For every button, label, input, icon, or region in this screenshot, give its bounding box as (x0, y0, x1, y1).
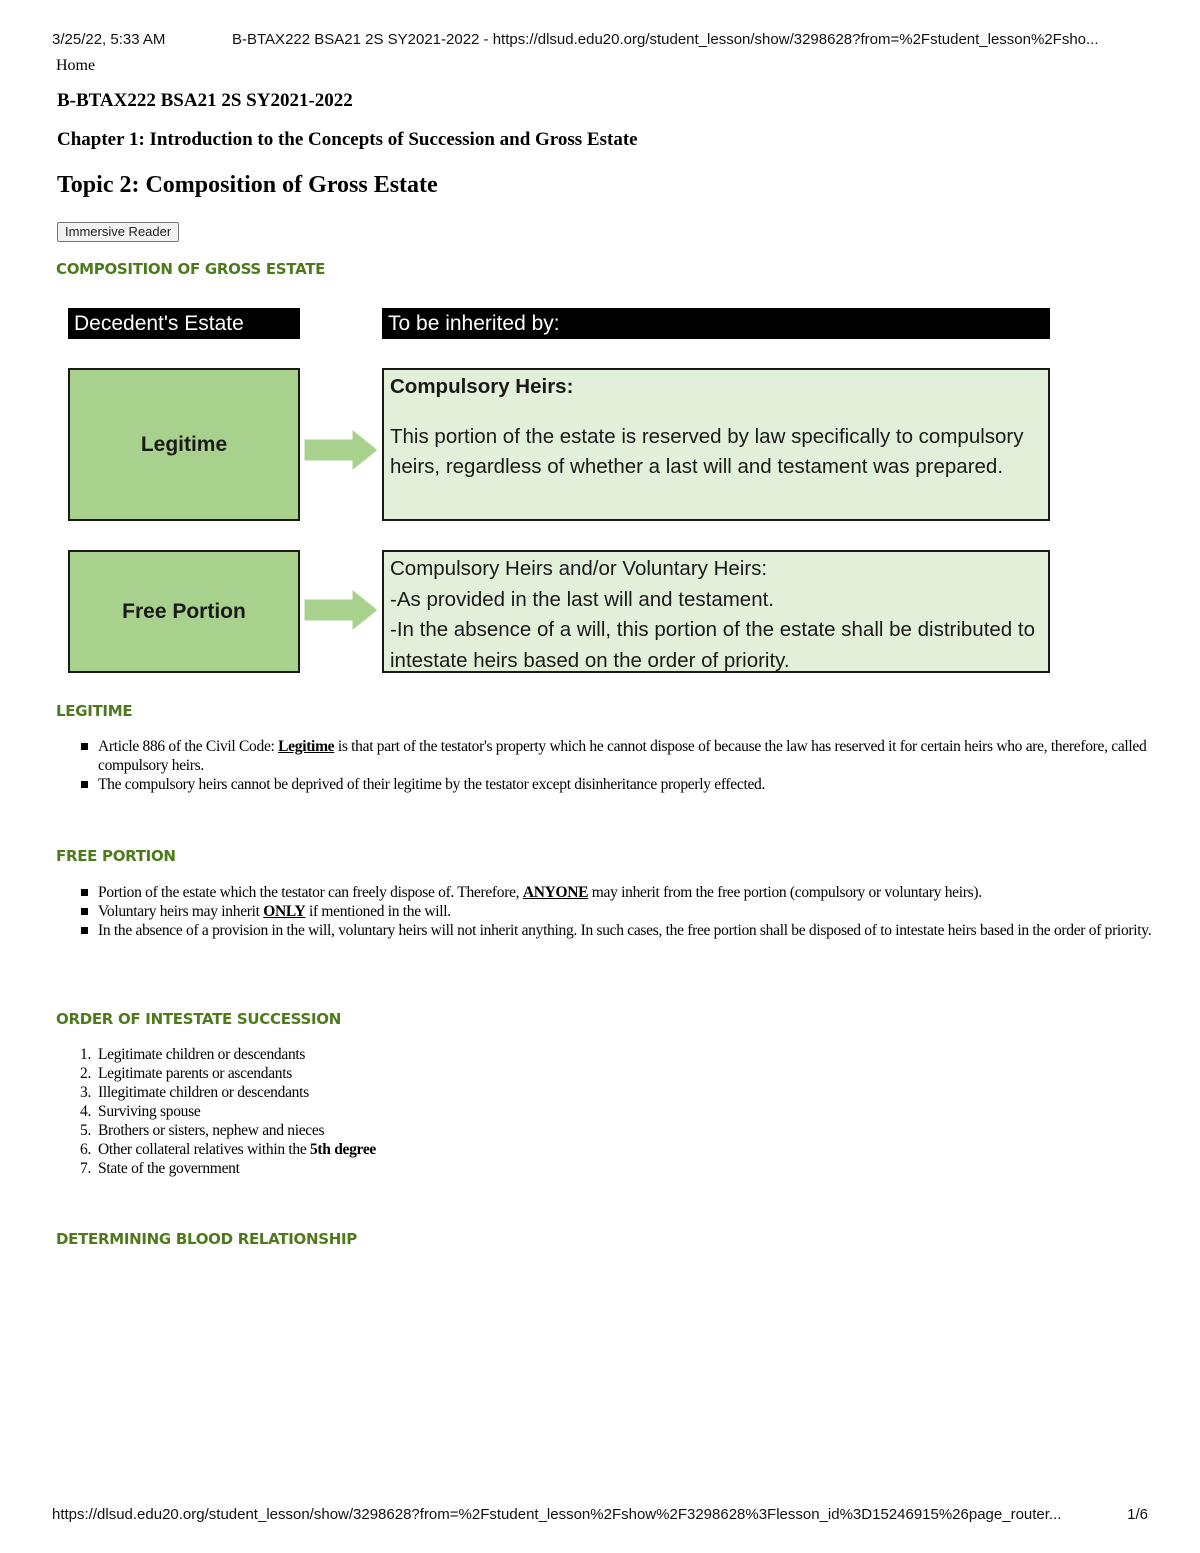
voluntary-heirs-box (382, 550, 1050, 673)
immersive-reader-button[interactable]: Immersive Reader (57, 222, 179, 242)
intestate-order-list (80, 1045, 1158, 1178)
free-portion-box: Free Portion (68, 550, 300, 673)
compulsory-heirs-box (382, 368, 1050, 521)
compulsory-heirs-text: This portion of the estate is reserved by law specifically to compulsory heirs, regardless of whether a last will and testament was prepared. (390, 424, 1024, 478)
list-item: Portion of the estate which the testator can freely dispose of. Therefore, ANYONE may inherit from the free portion (compulsory or voluntary heirs). (98, 883, 1158, 902)
voluntary-heirs-title: Compulsory Heirs and/or Voluntary Heirs: (390, 557, 768, 580)
page-number: 1/6 (1127, 1506, 1148, 1523)
list-item: In the absence of a provision in the will, voluntary heirs will not inherit anything. In such cases, the free portion shall be disposed of to intestate heirs based in the order of priority. (98, 921, 1158, 940)
legitime-box: Legitime (68, 368, 300, 521)
compulsory-heirs-title: Compulsory Heirs: (390, 375, 574, 398)
list-item: 2. Legitimate parents or ascendants (80, 1065, 292, 1082)
home-link[interactable]: Home (56, 57, 96, 74)
arrow-right-icon (302, 428, 380, 472)
arrow-right-icon (302, 588, 380, 632)
list-item: Article 886 of the Civil Code: Legitime is that part of the testator's property which he cannot dispose of because the law has reserved it for certain heirs who are, therefore, called compulsory heirs. (98, 737, 1158, 775)
chapter-title: Chapter 1: Introduction to the Concepts of Succession and Gross Estate (57, 129, 638, 150)
anyone-term: ANYONE (522, 884, 589, 901)
print-datetime: 3/25/22, 5:33 AM (52, 31, 166, 48)
list-item: 6. Other collateral relatives within the 5th degree (80, 1141, 377, 1158)
inherited-by-header: To be inherited by: (382, 308, 1050, 339)
voluntary-heirs-line-2: -In the absence of a will, this portion of the estate shall be distributed to intestate heirs based on the order of priority. (390, 618, 1035, 672)
legitime-list (98, 737, 1158, 794)
voluntary-heirs-line-1: -As provided in the last will and testament. (390, 587, 774, 611)
free-portion-list (98, 883, 1158, 940)
gross-estate-diagram (60, 300, 1060, 685)
print-header (52, 31, 1099, 48)
list-item: 5. Brothers or sisters, nephew and nieces (80, 1122, 325, 1139)
section-heading-composition: COMPOSITION OF GROSS ESTATE (56, 260, 326, 278)
course-title: B-BTAX222 BSA21 2S SY2021-2022 (57, 90, 353, 111)
list-item: 3. Illegitimate children or descendants (80, 1084, 309, 1101)
section-heading-legitime: LEGITIME (56, 702, 133, 720)
only-term: ONLY (263, 903, 306, 920)
legitime-term: Legitime (278, 738, 335, 755)
list-item: 4. Surviving spouse (80, 1103, 201, 1120)
list-item: Voluntary heirs may inherit ONLY if mentioned in the will. (98, 902, 1158, 921)
section-heading-order: ORDER OF INTESTATE SUCCESSION (56, 1010, 341, 1028)
page-title: Topic 2: Composition of Gross Estate (57, 172, 438, 198)
print-page-title: B-BTAX222 BSA21 2S SY2021-2022 - https://dlsud.edu20.org/student_lesson/show/3298628?from=%2Fstudent_lesson%2Fsho... (232, 31, 1099, 48)
print-footer-url: https://dlsud.edu20.org/student_lesson/show/3298628?from=%2Fstudent_lesson%2Fshow%2F3298628%3Flesson_id%3D15246915%26page_router... (52, 1506, 1062, 1523)
list-item: The compulsory heirs cannot be deprived of their legitime by the testator except disinheritance properly effected. (98, 775, 1158, 794)
list-item: 1. Legitimate children or descendants (80, 1046, 306, 1063)
decedents-estate-header: Decedent's Estate (68, 308, 300, 339)
section-heading-blood-relationship: DETERMINING BLOOD RELATIONSHIP (56, 1230, 357, 1248)
list-item: 7. State of the government (80, 1160, 240, 1177)
section-heading-free-portion: FREE PORTION (56, 847, 176, 865)
print-footer (52, 1506, 1148, 1523)
